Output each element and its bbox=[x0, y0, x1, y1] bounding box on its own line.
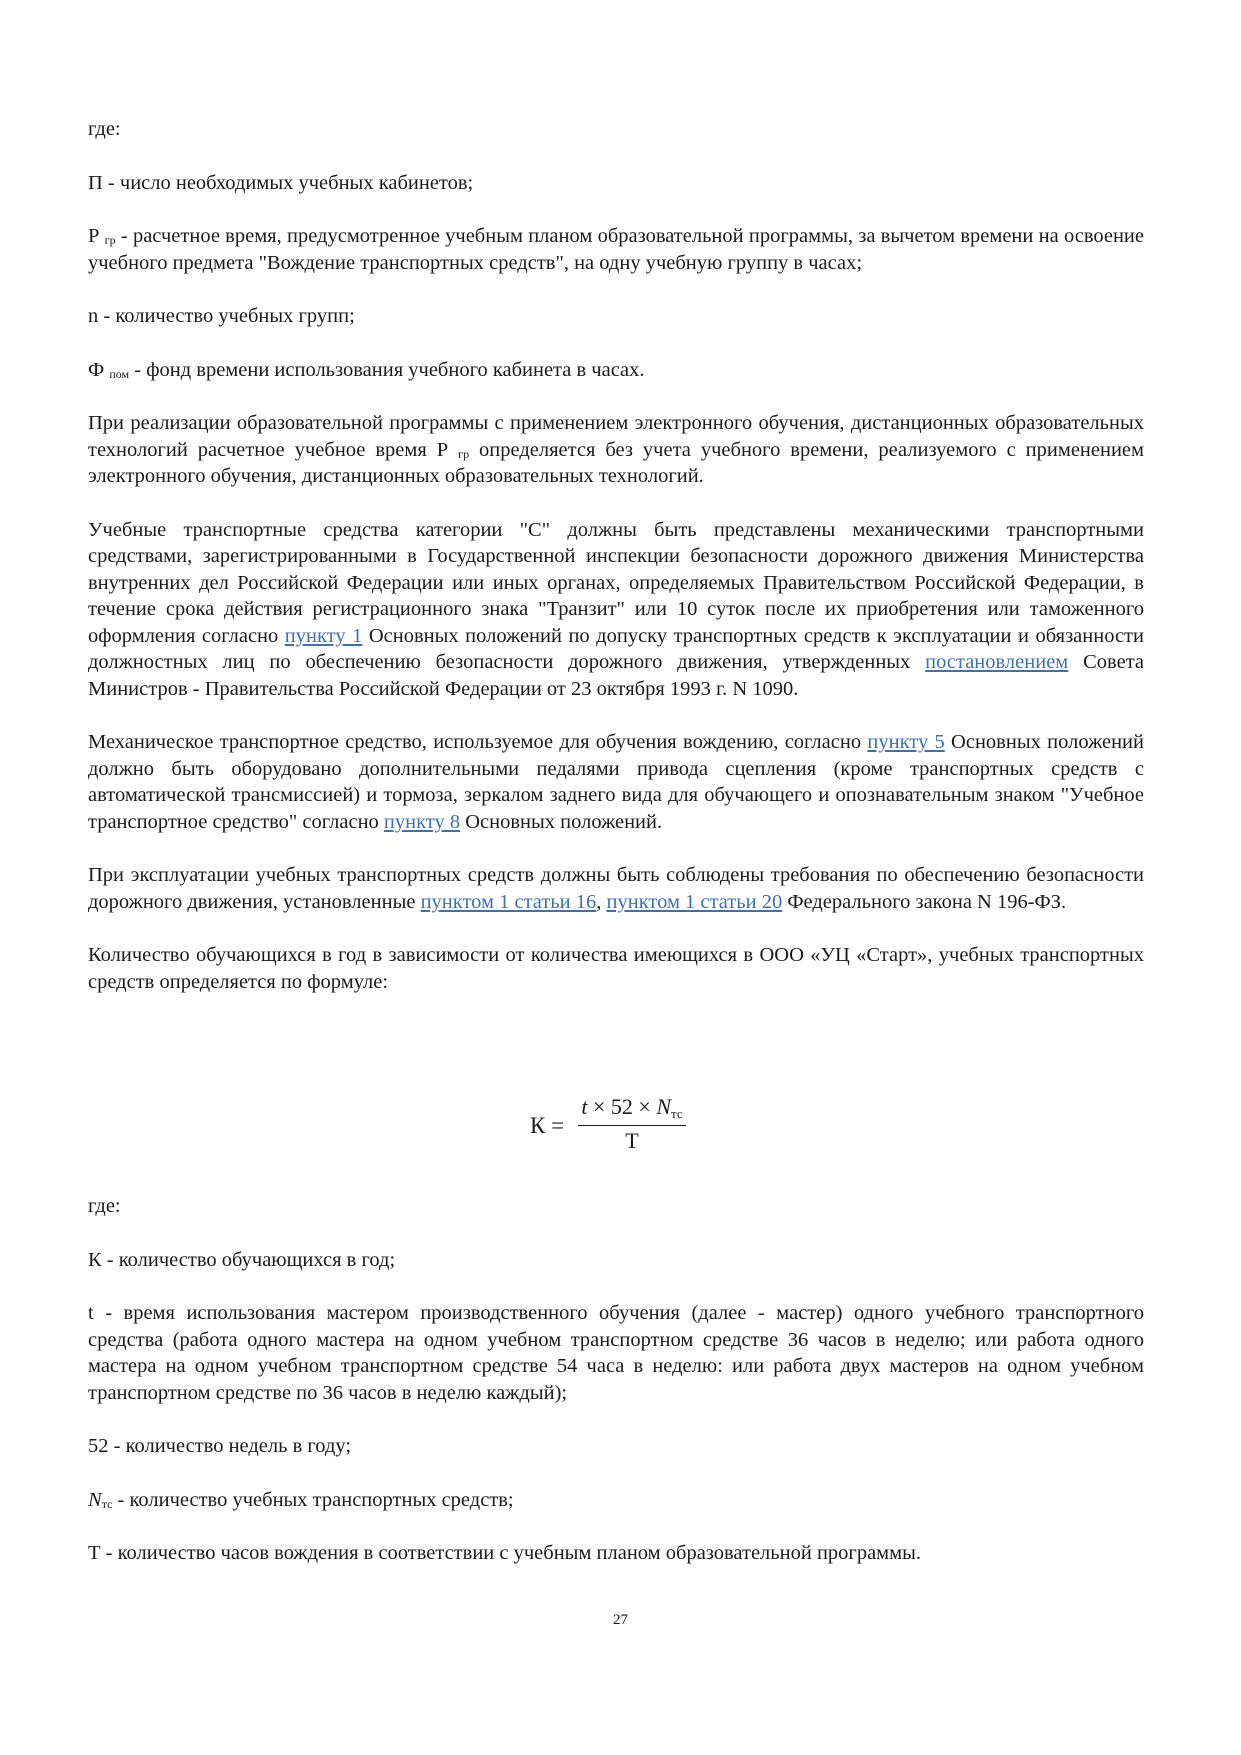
text-segment: При реализации образовательной программы с применением электронного обучения, дистанционных образовательных технологий расчетное учебное время bbox=[88, 412, 1144, 461]
paragraph-where-2: где: bbox=[88, 1195, 121, 1217]
definition-text: - фонд времени использования учебного кабинета в часах. bbox=[129, 358, 645, 381]
formula-numerator bbox=[578, 1092, 686, 1122]
link-article-20[interactable]: пунктом 1 статьи 20 bbox=[606, 890, 783, 913]
paragraph-mechanical-vehicle bbox=[88, 729, 1144, 835]
formula-var-t: t bbox=[581, 1094, 588, 1119]
paragraph-students-count: Количество обучающихся в год в зависимости от количества имеющихся в ООО «УЦ «Старт», учебных транспортных средств определяется по формуле: bbox=[88, 944, 1144, 993]
symbol-f: Ф bbox=[88, 358, 105, 381]
symbol-n: N bbox=[88, 1488, 102, 1511]
text-segment: Учебные транспортные средства категории "C" должны быть представлены механическими транспортными средствами, зарегистрированными в Государственной инспекции безопасности дорожного движения Министерства внутренних дел Российской Федерации или иных органах, определяемых Правительством Российской Федерации, в течение срока действия регистрационного знака "Транзит" или 10 суток после их приобретения или таможенного оформления согласно bbox=[88, 518, 1144, 647]
formula-denominator: Т bbox=[625, 1128, 639, 1153]
formula-students-per-year bbox=[530, 1092, 700, 1162]
symbol-f-sub: пом bbox=[109, 366, 130, 381]
definition-t: t - время использования мастером производственного обучения (далее - мастер) одного учебного транспортного средства (работа одного мастера на одном учебном транспортном средстве 36 часов в неделю; или работа одного мастера на одном учебном транспортном средстве 54 часа в неделю: или работа двух мастеров на одном учебном транспортном средстве по 36 часов в неделю каждый); bbox=[88, 1302, 1144, 1404]
link-article-16[interactable]: пунктом 1 статьи 16 bbox=[420, 890, 597, 913]
formula-var-n-sub: тс bbox=[671, 1106, 683, 1121]
definition-52: 52 - количество недель в году; bbox=[88, 1435, 352, 1457]
definition-text: - количество учебных транспортных средств; bbox=[112, 1488, 514, 1511]
definition-n: n - количество учебных групп; bbox=[88, 305, 355, 327]
symbol-p: P bbox=[88, 225, 100, 247]
definition-rooms-count: П - число необходимых учебных кабинетов; bbox=[88, 171, 474, 194]
text-segment: определяется без учета учебного времени, реализуемого с применением электронного обучения, дистанционных образовательных технологий. bbox=[88, 438, 1144, 487]
definition-f-pom bbox=[88, 357, 1144, 384]
link-postanovleniem[interactable]: постановлением bbox=[925, 651, 1069, 673]
text-segment: Основных положений. bbox=[460, 810, 663, 833]
formula-numerator-mid: × 52 × bbox=[587, 1094, 657, 1119]
page-number: 27 bbox=[613, 1612, 628, 1628]
formula-fraction bbox=[578, 1092, 686, 1156]
link-punkt-1[interactable]: пункту 1 bbox=[284, 624, 363, 647]
text-segment: Основных положений по допуску транспортных средств к эксплуатации и обязанности должностных лиц по обеспечению безопасности дорожного движения, утвержденных bbox=[88, 624, 1144, 673]
paragraph-category-c-vehicles bbox=[88, 517, 1144, 703]
text-segment: Основных положений должно быть оборудовано дополнительными педалями привода сцепления (кроме транспортных средств с автоматической трансмиссией) и тормоза, зеркалом заднего вида для обучающего и опознавательным знаком "Учебное транспортное средство" согласно bbox=[88, 731, 1144, 833]
document-page bbox=[88, 116, 1144, 1022]
text-segment: Федерального закона N 196-ФЗ. bbox=[782, 890, 1067, 913]
symbol-p-sub: гр bbox=[458, 446, 470, 461]
definition-k: К - количество обучающихся в год; bbox=[88, 1248, 396, 1271]
paragraph-where-1: где: bbox=[88, 118, 121, 140]
formula-lhs: К = bbox=[530, 1113, 565, 1138]
text-segment: При эксплуатации учебных транспортных средств должны быть соблюдены требования по обеспечению безопасности дорожного движения, установленные bbox=[88, 864, 1144, 913]
document-page-continued bbox=[88, 1193, 1144, 1594]
definition-p-gr bbox=[88, 223, 1144, 276]
link-punkt-8[interactable]: пункту 8 bbox=[383, 810, 461, 833]
symbol-p-sub: гр bbox=[104, 233, 116, 247]
paragraph-operation-safety bbox=[88, 862, 1144, 915]
text-segment: Механическое транспортное средство, используемое для обучения вождению, согласно bbox=[88, 731, 868, 753]
link-punkt-5[interactable]: пункту 5 bbox=[867, 731, 945, 753]
symbol-p: P bbox=[436, 438, 449, 461]
formula-var-n: N bbox=[656, 1094, 671, 1119]
definition-n-ts bbox=[88, 1487, 1144, 1514]
paragraph-e-learning bbox=[88, 410, 1144, 490]
text-segment: , bbox=[596, 890, 607, 913]
symbol-n-sub: тс bbox=[101, 1496, 113, 1511]
text-segment: Совета Министров - Правительства Российской Федерации от 23 октября 1993 г. N 1090. bbox=[88, 651, 1144, 700]
definition-text: - расчетное время, предусмотренное учебным планом образовательной программы, за вычетом времени на освоение учебного предмета "Вождение транспортных средств", на одну учебную группу в часах; bbox=[88, 225, 1144, 274]
definition-capital-t: Т - количество часов вождения в соответствии с учебным планом образовательной программы. bbox=[88, 1542, 922, 1564]
